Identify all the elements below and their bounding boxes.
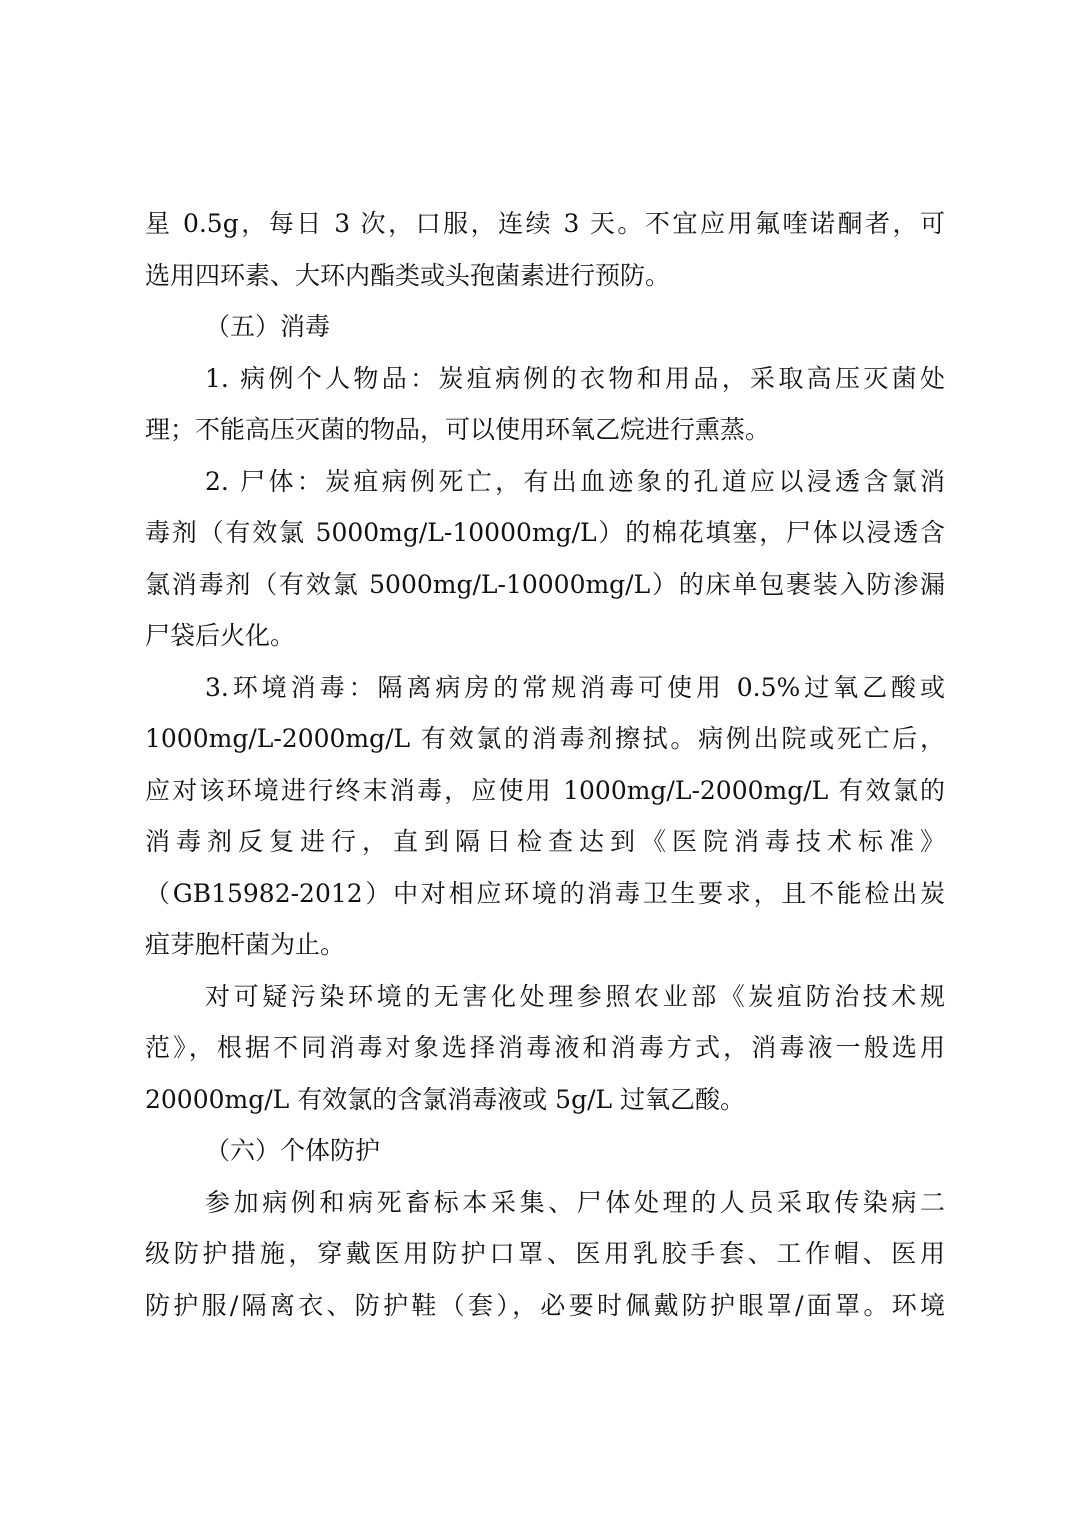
body-line: 20000mg/L 有效氯的含氯消毒液或 5g/L 过氧乙酸。 — [145, 1084, 746, 1114]
body-line: 级防护措施，穿戴医用防护口罩、医用乳胶手套、工作帽、医用 — [145, 1239, 945, 1268]
section-heading-personal-protection: （六）个体防护 — [205, 1136, 381, 1165]
body-line: 疽芽胞杆菌为止。 — [145, 930, 346, 959]
body-line: 星 0.5g，每日 3 次，口服，连续 3 天。不宜应用氟喹诺酮者，可 — [145, 209, 945, 238]
body-line: 毒剂（有效氯 5000mg/L-10000mg/L）的棉花填塞，尸体以浸透含 — [145, 518, 945, 547]
section-heading-disinfection: （五）消毒 — [205, 312, 331, 341]
body-line: 应对该环境进行终末消毒，应使用 1000mg/L-2000mg/L 有效氯的 — [145, 775, 945, 805]
body-line: 选用四环素、大环内酯类或头孢菌素进行预防。 — [145, 260, 671, 290]
body-line: 3.环境消毒：隔离病房的常规消毒可使用 0.5%过氧乙酸或 — [205, 672, 945, 702]
body-line: 参加病例和病死畜标本采集、尸体处理的人员采取传染病二 — [205, 1187, 945, 1217]
body-line: 1000mg/L-2000mg/L 有效氯的消毒剂擦拭。病例出院或死亡后， — [145, 724, 945, 753]
body-line: 尸袋后火化。 — [145, 621, 296, 650]
body-line: 对可疑污染环境的无害化处理参照农业部《炭疽防治技术规 — [205, 981, 945, 1011]
body-line: 1. 病例个人物品：炭疽病例的衣物和用品，采取高压灭菌处 — [205, 363, 945, 393]
body-line: 2. 尸体：炭疽病例死亡，有出血迹象的孔道应以浸透含氯消 — [205, 466, 945, 496]
body-line: 防护服/隔离衣、防护鞋（套），必要时佩戴防护眼罩/面罩。环境 — [145, 1290, 945, 1320]
body-line: 氯消毒剂（有效氯 5000mg/L-10000mg/L）的床单包裹装入防渗漏 — [145, 569, 945, 599]
body-line: 消毒剂反复进行，直到隔日检查达到《医院消毒技术标准》 — [145, 827, 945, 856]
body-line: 理；不能高压灭菌的物品，可以使用环氧乙烷进行熏蒸。 — [145, 415, 771, 444]
body-line: （GB15982-2012）中对相应环境的消毒卫生要求，且不能检出炭 — [145, 878, 945, 908]
body-line: 范》，根据不同消毒对象选择消毒液和消毒方式，消毒液一般选用 — [145, 1033, 945, 1062]
document-body — [145, 198, 945, 1331]
